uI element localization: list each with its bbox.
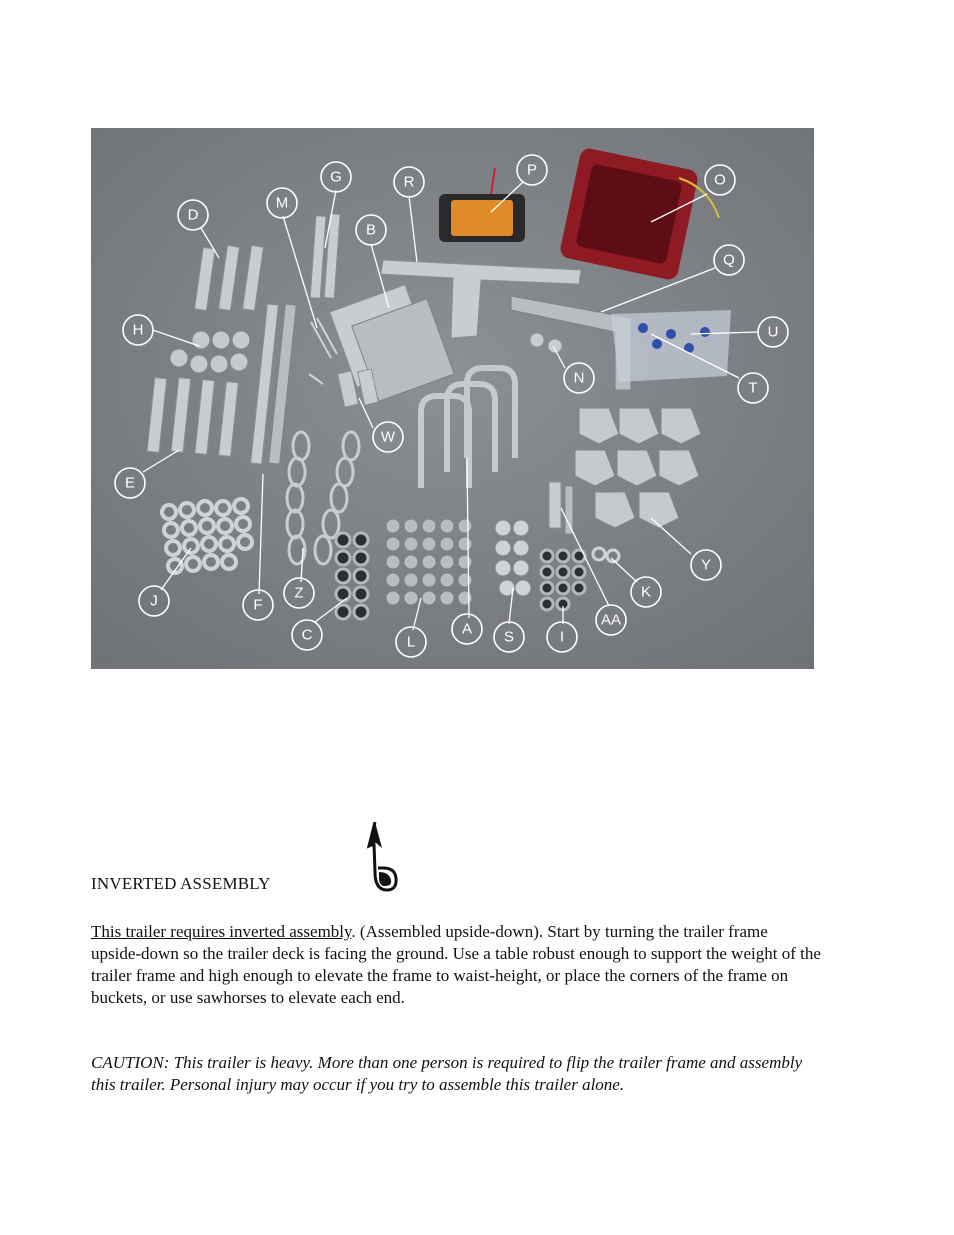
svg-text:S: S <box>503 628 515 646</box>
svg-text:T: T <box>748 379 758 397</box>
svg-text:H: H <box>132 321 144 339</box>
svg-text:N: N <box>573 369 585 387</box>
bolts-d <box>195 245 264 310</box>
svg-text:C: C <box>301 626 313 644</box>
svg-text:AA: AA <box>600 611 622 629</box>
svg-text:Y: Y <box>700 556 712 574</box>
svg-text:L: L <box>406 633 416 651</box>
parts-photo <box>91 128 814 669</box>
svg-text:O: O <box>714 171 726 189</box>
section-heading-row <box>91 822 791 897</box>
instruction-paragraph <box>91 921 821 1009</box>
svg-text:E: E <box>124 474 136 492</box>
svg-text:K: K <box>640 583 652 601</box>
caution-note: CAUTION: This trailer is heavy. More than one person is required to flip the trailer frame and assembly this trailer. Personal injury may occur if you try to assemble this trailer alone. <box>91 1053 803 1094</box>
inverted-assembly-emphasis: This trailer requires inverted assembly <box>91 922 352 941</box>
svg-text:F: F <box>253 596 263 614</box>
svg-text:U: U <box>767 323 779 341</box>
svg-text:R: R <box>403 173 415 191</box>
instruction-text: . (Assembled upside-down). Start by turning the trailer frame upside-down so the trailer deck is facing the ground. Use a table robust enough to support the weight of the trailer frame and high enough to elevate the frame to waist-height, or place the corners of the frame on buckets, or use sawhorses to elevate each end. <box>91 922 821 1007</box>
svg-text:B: B <box>365 221 377 239</box>
svg-text:G: G <box>330 168 342 186</box>
svg-text:J: J <box>150 592 158 610</box>
upward-arrow-loop-icon <box>365 822 399 894</box>
parts-illustration <box>91 128 814 669</box>
svg-text:I: I <box>559 628 565 646</box>
svg-text:M: M <box>275 194 289 212</box>
svg-text:A: A <box>461 620 473 638</box>
svg-text:P: P <box>526 161 538 179</box>
svg-text:W: W <box>380 428 396 446</box>
svg-text:Q: Q <box>723 251 735 269</box>
svg-text:Z: Z <box>294 584 304 602</box>
section-heading: INVERTED ASSEMBLY <box>91 874 271 893</box>
svg-text:D: D <box>187 206 199 224</box>
